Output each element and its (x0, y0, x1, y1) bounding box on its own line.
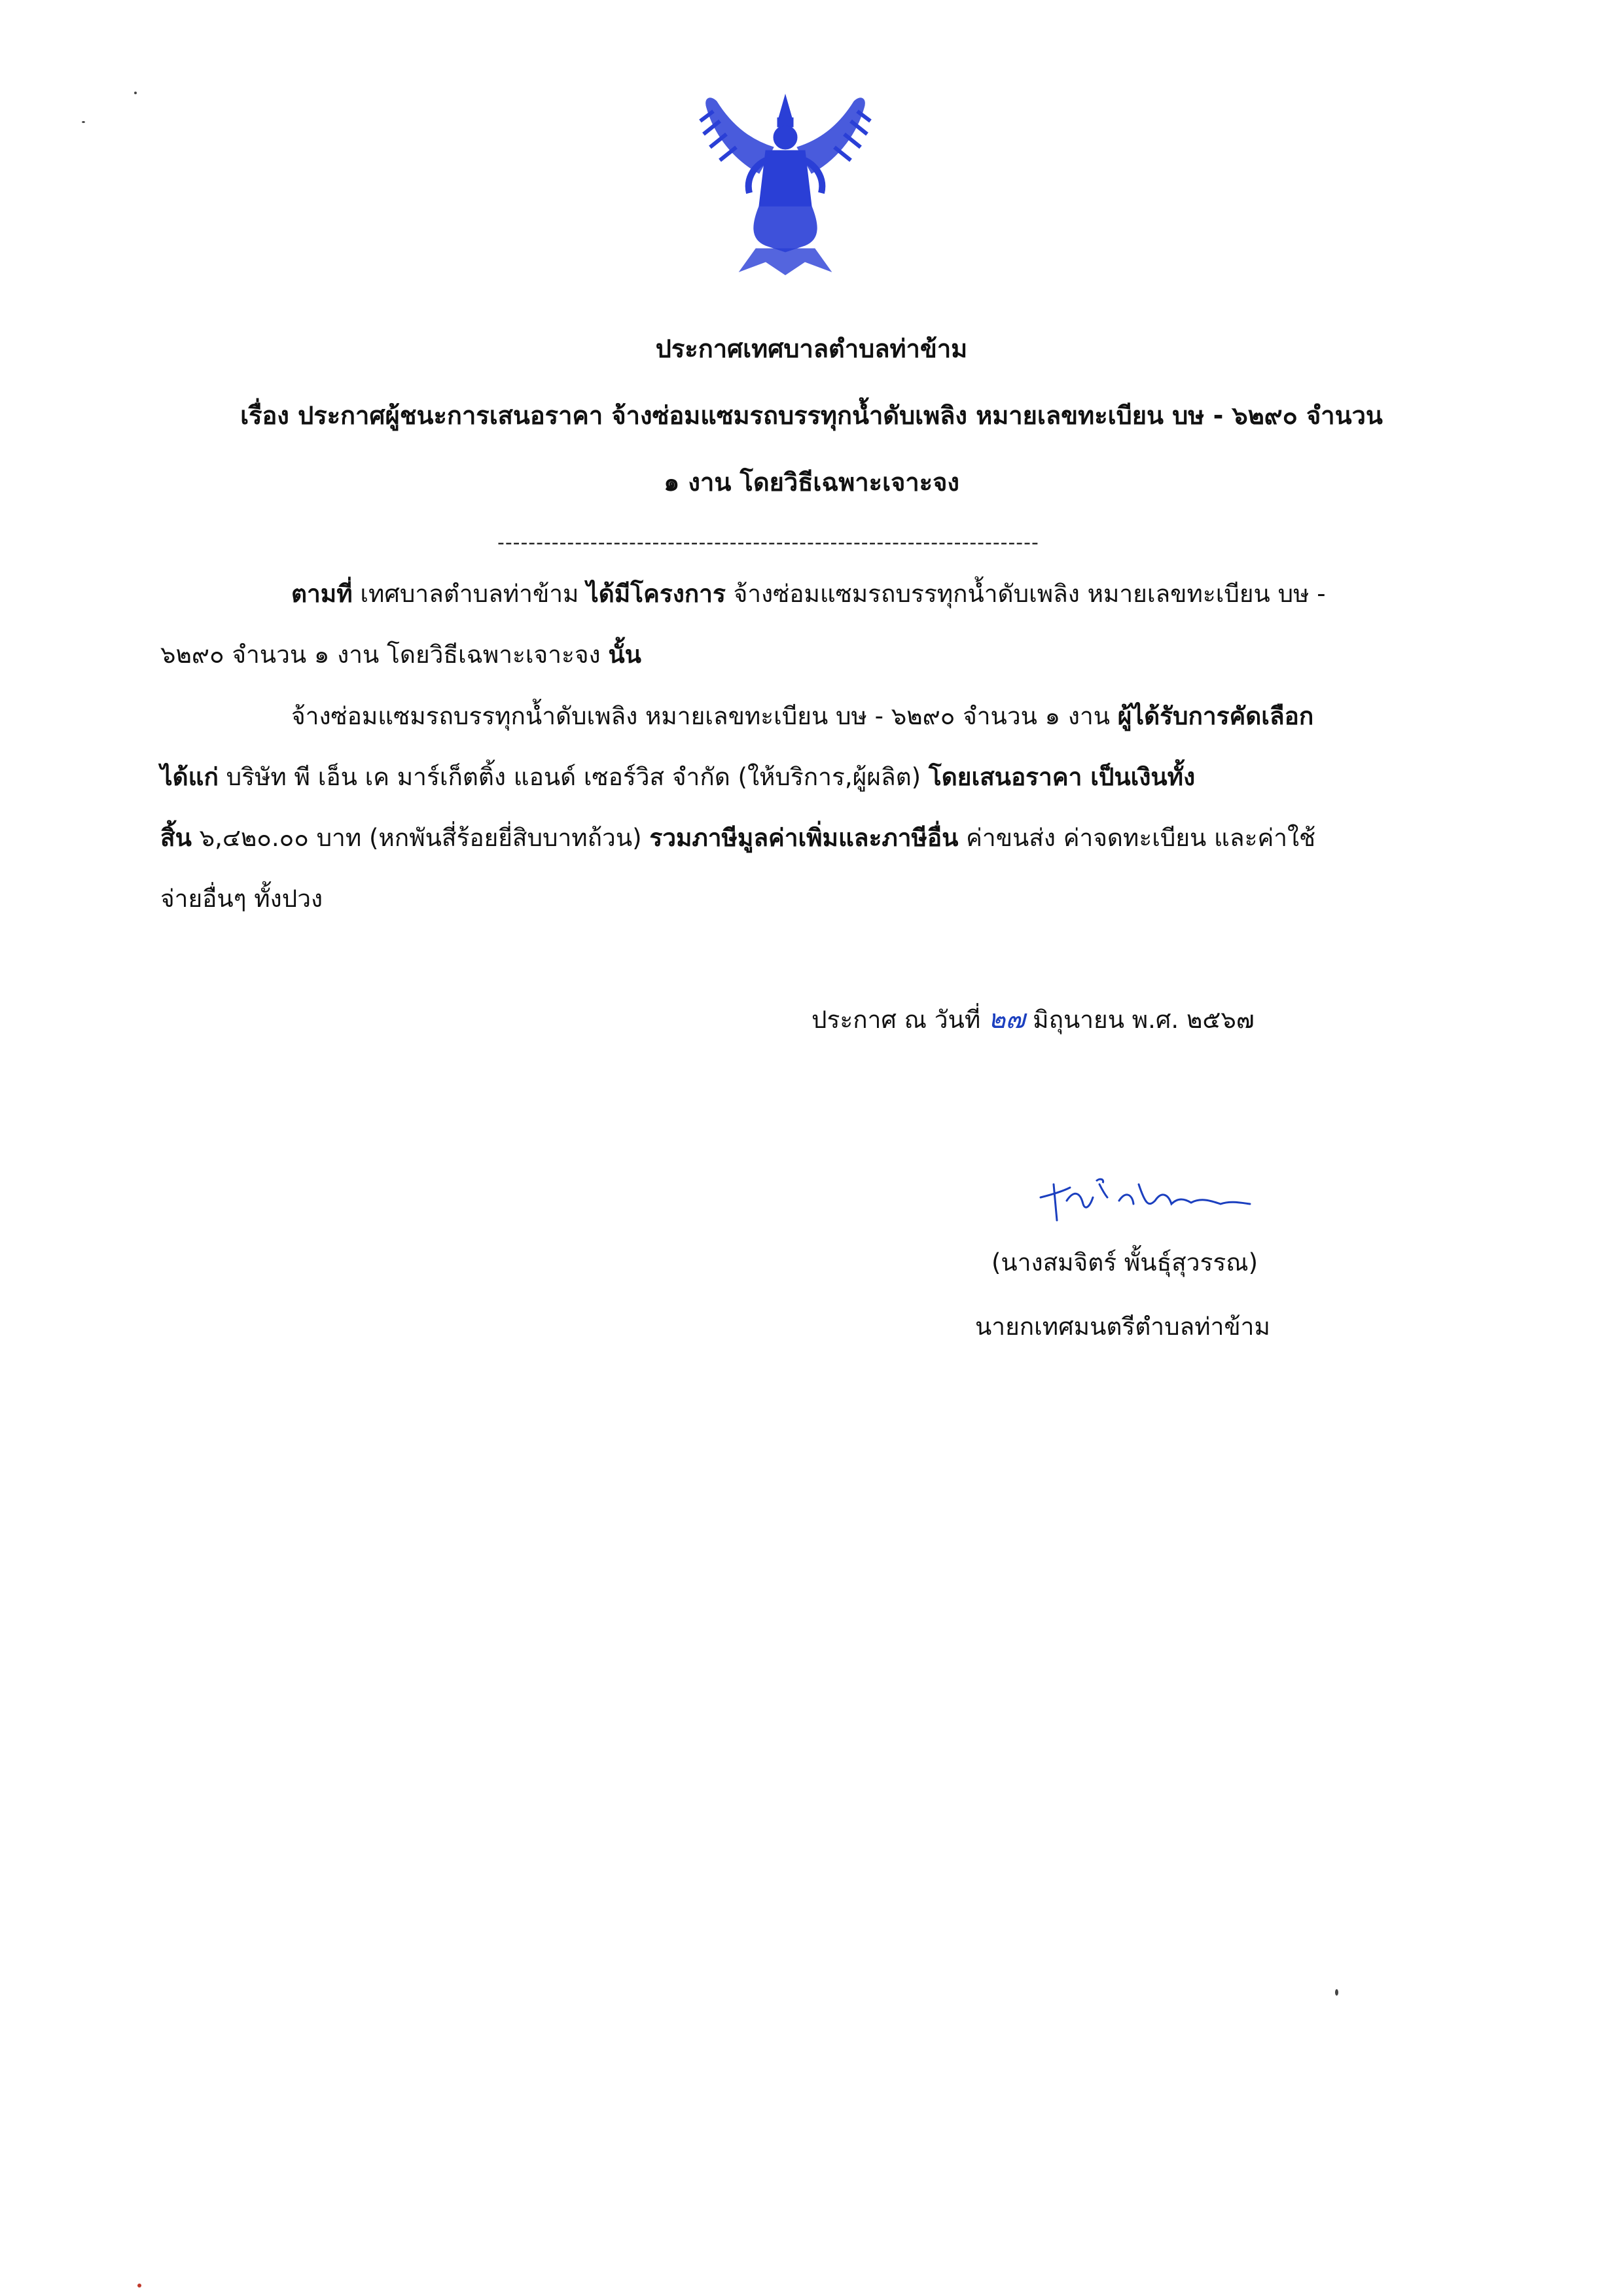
subject-line-2: ๑ งาน โดยวิธีเฉพาะเจาะจง (664, 468, 959, 497)
paragraph-2-line-3: สิ้น ๖,๔๒๐.๐๐ บาท (หกพันสี่ร้อยยี่สิบบาทถ้วน) รวมภาษีมูลค่าเพิ่มและภาษีอื่น ค่าขนส่ง ค่าจดทะเบียน และค่าใช้ (160, 824, 1316, 852)
scan-speck (1335, 1989, 1338, 1996)
signatory-name: (นางสมจิตร์ พั้นธุ์สุวรรณ) (991, 1248, 1258, 1277)
scan-speck (82, 121, 85, 123)
scan-speck (134, 92, 137, 94)
paragraph-2-line-1: จ้างซ่อมแซมรถบรรทุกน้ำดับเพลิง หมายเลขทะเบียน บษ - ๖๒๙๐ จำนวน ๑ งาน ผู้ได้รับการคัดเลือก (291, 702, 1314, 730)
signature-icon (1034, 1171, 1257, 1230)
divider-line: ---------------------------------------------------------------------- (497, 531, 1039, 554)
office-title: ประกาศเทศบาลตำบลท่าข้าม (655, 334, 968, 363)
paragraph-1-line-1: ตามที่ เทศบาลตำบลท่าข้าม ได้มีโครงการ จ้างซ่อมแซมรถบรรทุกน้ำดับเพลิง หมายเลขทะเบียน บษ - (291, 580, 1326, 608)
subject-line-1: เรื่อง ประกาศผู้ชนะการเสนอราคา จ้างซ่อมแซมรถบรรทุกน้ำดับเพลิง หมายเลขทะเบียน บษ - ๖๒๙๐ จำนวน (240, 401, 1383, 430)
paragraph-2-line-2: ได้แก่ บริษัท พี เอ็น เค มาร์เก็ตติ้ง แอนด์ เซอร์วิส จำกัด (ให้บริการ,ผู้ผลิต) โดยเสนอราคา เป็นเงินทั้ง (160, 763, 1196, 791)
paragraph-1-line-2: ๖๒๙๐ จำนวน ๑ งาน โดยวิธีเฉพาะเจาะจง นั้น (160, 641, 641, 669)
scan-speck (137, 2284, 141, 2287)
handwritten-day: ๒๗ (988, 1004, 1026, 1034)
announcement-title-block (118, 330, 1505, 501)
signatory-position: นายกเทศมนตรีตำบลท่าข้าม (975, 1313, 1270, 1341)
announcement-date: ประกาศ ณ วันที่ ๒๗ มิถุนายน พ.ศ. ๒๕๖๗ (812, 1004, 1255, 1034)
garuda-emblem-icon (687, 82, 883, 278)
paragraph-2-line-4: จ่ายอื่นๆ ทั้งปวง (160, 885, 323, 913)
